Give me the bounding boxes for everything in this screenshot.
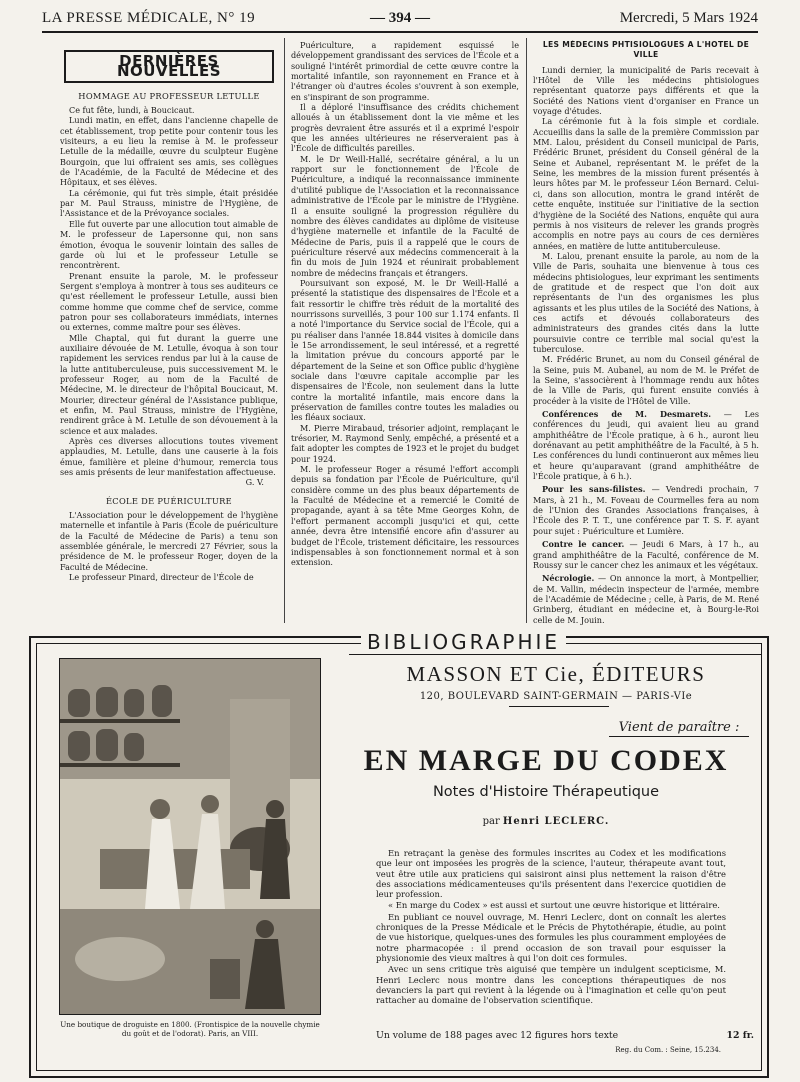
paragraph: M. le Dr Weill-Hallé, secrétaire général, a lu un rapport sur le fonctionnement de l'École de Puériculture, a indiqué la reconnaissance imminente d'utilité publique de l'Association et la reconnaissance administrative de l'École par le ministre de l'Hygiène. Il a ensuite souligné la progression régulière du nombre des élèves candidates au diplôme de visiteuse d'hygiène maternelle et infantile de la Faculté de Médecine de Paris, puis il a rappelé que le cours de puériculture réservé aux médecins commencerait à la fin du mois de Juin 1924 et réunirait probablement nombre de médecins français et étrangers.	[291, 153, 519, 278]
paragraph: Poursuivant son exposé, M. le Dr Weill-Hallé a présenté la statistique des dispensaires de l'École et a fait ressortir le chiffre très réduit de la mortalité des nourrissons surveillés, 3 pour 100 sur 1.174 enfants. Il a noté l'importance du Service social de l'École, qui a pu réaliser dans l'année 18.844 visites à domicile dans le 15e arrondissement, le seul intéressé, et a regretté la limitation prévue du concours apporté par le département de la Seine et son Office public d'hygiène sociale dans l'œuvre capitale accomplie par les dispensaires de l'École, non seulement dans la lutte contre la mortalité infantile, mais encore dans la préservation de familles contre toutes les maladies ou les fléaux sociaux.	[291, 277, 519, 423]
volume-info: Un volume de 188 pages avec 12 figures hors texte 12 fr.	[376, 1030, 754, 1041]
column-left	[60, 40, 278, 625]
hotel-de-ville-title: LES MÉDECINS PHTISIOLOGUES A L'HOTEL DE VILLE	[542, 40, 750, 60]
paragraph: Ce fut fête, lundi, à Boucicaut.	[69, 105, 195, 116]
header-rule	[42, 31, 758, 33]
column-right	[533, 40, 759, 625]
paragraph: Elle fut ouverte par une allocution tout aimable de M. le professeur de Lapersonne qui, non sans émotion, évoqua le souvenir lointain des salles de garde où lui et le professeur Letulle se rencontrèrent.	[60, 218, 278, 271]
engraving-illustration	[59, 658, 321, 1015]
notice-conferences: Conférences de M. Desmarets. — Les conférences du jeudi, qui avaient lieu au grand amphithéâtre de l'École pratique, à 6 h., auront lieu dorénavant au petit amphithéâtre de la Faculté, à 5 h. Les conférences du lundi continueront aux mêmes lieu et heure qu'auparavant (grand amphithéâtre de l'École pratique, à 6 h.).	[533, 409, 759, 482]
engraving-caption: Une boutique de droguiste en 1800. (Frontispice de la nouvelle chymie du goût et de l'odorat). Paris, an VIII.	[60, 1020, 320, 1038]
journal-title: LA PRESSE MÉDICALE, N° 19	[42, 10, 256, 26]
book-description	[376, 848, 726, 1006]
section-title: DERNIÈRES NOUVELLES	[64, 50, 274, 83]
hommage-title: HOMMAGE AU PROFESSEUR LETULLE	[78, 90, 260, 101]
page-header	[42, 10, 758, 30]
column-middle	[291, 40, 519, 625]
page-number: — 394 —	[370, 10, 430, 26]
vient-de-paraitre: Vient de paraître :	[609, 720, 749, 737]
paragraph: Lundi matin, en effet, dans l'ancienne chapelle de cet établissement, trop petite pour contenir tous les visiteurs, a eu lieu la remise à M. le professeur Letulle de la médaille, œuvre du sculpteur Eugène Bourgoin, que lui offraient ses amis, ses collègues de l'Académie, de la Faculté de Médecine et des Hôpitaux, et ses élèves.	[60, 115, 278, 188]
paragraph: Prenant ensuite la parole, M. le professeur Sergent s'employa à montrer à tous ses auditeurs ce qu'est réellement le professeur Letulle, aussi bien comme homme que comme chef de service, comme patron pour ses collaborateurs immédiats, internes ou externes, comme maître pour ses élèves.	[60, 270, 278, 333]
price: 12 fr.	[726, 1030, 754, 1041]
ecole-title: ÉCOLE DE PUÉRICULTURE	[105, 495, 233, 506]
paragraph: La cérémonie fut à la fois simple et cordiale. Accueillis dans la salle de la première Commission par MM. Lalou, président du Conseil municipal de Paris, Frédéric Brunet, président du Conseil général de la Seine et Aubanel, représentant M. le préfet de la Seine, les membres de la mission furent présentés à leurs hôtes par M. le professeur Léon Bernard. Celui-ci, dans son allocution, montra le grand intérêt de cette enquête, instituée sur l'initiative de la section d'hygiène de la Société des Nations, enquête qui aura permis à nos visiteurs de relever les grands progrès accomplis en notre pays au cours de ces dernières années, en matière de lutte antituberculeuse.	[533, 116, 759, 251]
paragraph: M. Lalou, prenant ensuite la parole, au nom de la Ville de Paris, souhaita une bienvenue à tous ces médecins phtisiologues, leur exprimant les sentiments de gratitude et de respect que l'on doit aux représentants de l'un des organismes les plus agissants et les plus utiles de la Société des Nations, à ces actifs et dévoués collaborateurs des administrateurs des grandes cités dans la lutte poursuivie contre ce terrible mal social qu'est la tuberculose.	[533, 250, 759, 354]
book-subtitle: Notes d'Histoire Thérapeutique	[432, 784, 660, 800]
bibliographie-frame	[29, 630, 769, 1078]
paragraph: Mlle Chaptal, qui fut durant la guerre une auxiliaire dévouée de M. Letulle, évoqua à son tour rapidement les services rendus par lui à la cause de la lutte antituberculeuse, puis successivement M. le professeur Roger, au nom de la Faculté de Médecine, M. le directeur de l'hôpital Boucicaut, M. Mourier, directeur général de l'Assistance publique, et enfin, M. Paul Strauss, ministre de l'Hygiène, rendirent grâce à M. Letulle de son dévouement à la science et aux malades.	[60, 332, 278, 436]
issue-date: Mercredi, 5 Mars 1924	[619, 10, 758, 26]
paragraph: Il a déploré l'insuffisance des crédits chichement alloués à un établissement dont la vie même et les progrès devraient être assurés et il a exprimé l'espoir que les années ultérieures ne réserveraient pas à l'École de difficultés pareilles.	[291, 102, 519, 154]
paragraph: M. Frédéric Brunet, au nom du Conseil général de la Seine, puis M. Aubanel, au nom de M. le Préfet de la Seine, s'associèrent à l'hommage rendu aux hôtes de la Ville de Paris, qui furent ensuite conviés à procéder à la visite de l'Hôtel de Ville.	[533, 354, 759, 406]
publisher-name: MASSON ET Cie, ÉDITEURS	[406, 662, 706, 686]
publisher-rule	[509, 706, 609, 707]
paragraph: L'Association pour le développement de l'hygiène maternelle et infantile à Paris (École de puériculture de la Faculté de Médecine de Paris) a tenu son assemblée générale, le mercredi 27 Février, sous la présidence de M. le professeur Roger, doyen de la Faculté de Médecine.	[60, 510, 278, 572]
biblio-rule	[349, 654, 761, 655]
registration: Reg. du Com. : Seine, 15.234.	[615, 1046, 721, 1054]
paragraph: Avec un sens critique très aiguisé que tempère un indulgent scepticisme, M. Henri Leclerc nous montre dans les conceptions thérapeutiques de nos devanciers la part qui revient à la légende ou à l'imagination et celle qu'on peut rattacher au domaine de l'observation scientifique.	[376, 964, 726, 1006]
notice-sans-filistes: Pour les sans-filistes. — Vendredi prochain, 7 Mars, à 21 h., M. Foveau de Courmelles fera au nom de l'Union des Grandes Associations françaises, à l'École des P. T. T., une conférence par T. S. F. ayant pour sujet : Puériculture et Lumière.	[533, 484, 759, 536]
publisher-address: 120, BOULEVARD SAINT-GERMAIN — PARIS-VIe	[419, 691, 693, 702]
column-divider	[526, 38, 527, 623]
paragraph: La cérémonie, qui fut très simple, était présidée par M. Paul Strauss, ministre de l'Hygiène, de l'Assistance et de la Prévoyance sociales.	[60, 187, 278, 219]
paragraph: En retraçant la genèse des formules inscrites au Codex et les modifications que leur ont imposées les progrès de la science, l'auteur, thérapeute avant tout, veut être utile aux praticiens qui saisiront ainsi plus nettement la raison d'être des associations médicamenteuses qu'ils présentent dans l'exercice quotidien de leur profession.	[376, 848, 726, 900]
signature: G. V.	[245, 477, 264, 488]
notice-cancer: Contre le cancer. — Jeudi 6 Mars, à 17 h., au grand amphithéâtre de la Faculté, conférence de M. Roussy sur le cancer chez les animaux et les végétaux.	[533, 539, 759, 570]
book-title: EN MARGE DU CODEX	[363, 744, 729, 777]
paragraph: M. Pierre Mirabaud, trésorier adjoint, remplaçant le trésorier, M. Raymond Senly, empêché, a présenté et a fait adopter les comptes de 1923 et le projet du budget pour 1924.	[291, 422, 519, 464]
paragraph: Après ces diverses allocutions toutes vivement applaudies, M. Letulle, dans une causerie à la fois émue, familière et pleine d'humour, remercia tous ses amis présents de leur manifestation affectueuse.	[60, 436, 278, 478]
column-divider	[284, 38, 285, 623]
paragraph: Puériculture, a rapidement esquissé le développement grandissant des services de l'École et a souligné l'intérêt primordial de cette œuvre contre la mortalité infantile, son rayonnement en France et à l'étranger où d'autres écoles s'ouvrent à son exemple, en s'inspirant de son programme.	[291, 40, 519, 102]
paragraph: Lundi dernier, la municipalité de Paris recevait à l'Hôtel de Ville les médecins phtisiologues représentant quatorze pays différents et que la Société des Nations vient d'organiser en France un voyage d'études.	[533, 64, 759, 117]
paragraph: En publiant ce nouvel ouvrage, M. Henri Leclerc, dont on connaît les alertes chroniques de la Presse Médicale et le Précis de Phytothérapie, étudie, au point de vue historique, quelques-unes des formules les plus couramment employées de notre pharmacopée : il prend occasion de son travail pour esquisser la physionomie des vieux maîtres à qui l'on doit ces formules.	[376, 911, 726, 963]
drugstore-engraving-image	[60, 659, 320, 1014]
paragraph: « En marge du Codex » est aussi et surtout une œuvre historique et littéraire.	[388, 900, 720, 911]
notice-necrologie: Nécrologie. — On annonce la mort, à Montpellier, de M. Vallin, médecin inspecteur de l'armée, membre de l'Académie de Médecine ; celle, à Paris, de M. René Grinberg, étudiant en médecine et, à Bourg-le-Roi celle de M. Jouin.	[533, 573, 759, 625]
book-author: par Henri LECLERC.	[482, 816, 610, 827]
paragraph: M. le professeur Roger a résumé l'effort accompli depuis sa fondation par l'École de Puériculture, qu'il considère comme un des plus beaux départements de la Faculté de Médecine et a remercié le Comité de propagande, ayant à sa tête Mme Georges Kohn, de l'effort permanent accompli jusqu'ici et qui, cette année, devra être intensifié encore afin d'assurer au budget de l'École, tristement déficitaire, les ressources indispensables à son fonctionnement normal et à son extension.	[291, 464, 519, 568]
bibliographie-label: BIBLIOGRAPHIE	[361, 630, 566, 654]
paragraph: Le professeur Pinard, directeur de l'École de	[69, 572, 254, 583]
